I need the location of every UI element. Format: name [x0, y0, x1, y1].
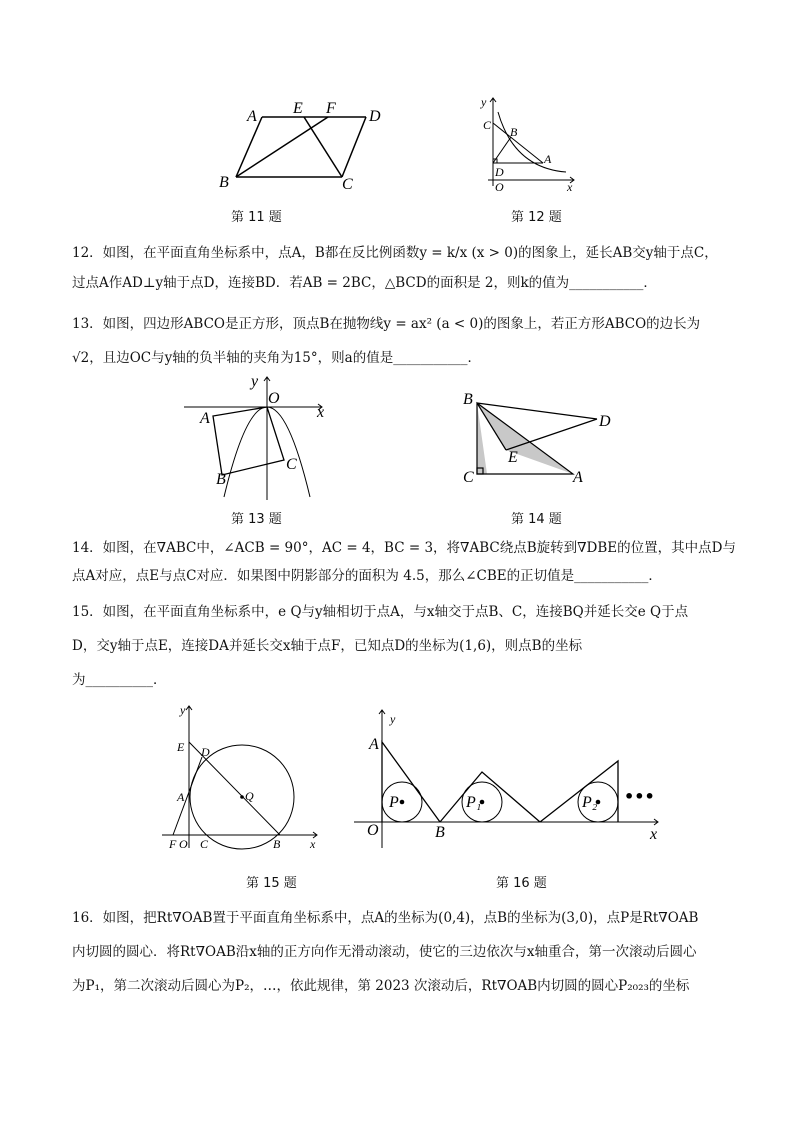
label-b: B [219, 174, 229, 191]
caption-q15: 第 15 题 [246, 876, 297, 891]
segment-ec [304, 117, 342, 177]
figure-12-hyperbola [476, 90, 586, 200]
triangle-roll-2 [540, 761, 618, 822]
label-y: y [390, 712, 396, 726]
segment-ca [493, 123, 543, 163]
caption-q14: 第 14 题 [511, 512, 562, 527]
label-d: D [495, 165, 504, 179]
label-e: E [177, 740, 185, 754]
label-b: B [510, 125, 518, 139]
question-12-line-1: 12．如图，在平面直角坐标系中，点A，B都在反比例函数y = k/x (x > 0)的图象上，延长AB交y轴于点C， [72, 245, 718, 261]
question-13-line-1: 13．如图，四边形ABCO是正方形，顶点B在抛物线y = ax² (a < 0)的图象上，若正方形ABCO的边长为 [72, 316, 701, 332]
label-p: P [389, 794, 399, 811]
question-15-line-3: 为__________． [72, 672, 167, 688]
question-15-line-2: D，交y轴于点E，连接DA并延长交x轴于点F，已知点D的坐标为(1,6)，则点B的坐标 [72, 638, 583, 654]
figure-15-circle [160, 700, 340, 860]
label-o: O [367, 822, 379, 839]
label-y: y [180, 703, 186, 717]
question-14 [72, 538, 736, 586]
ellipsis-dots: ••• [624, 787, 655, 806]
label-b: B [273, 837, 281, 851]
label-c: C [342, 176, 353, 193]
question-13-line-2: √2，且边OC与y轴的负半轴的夹角为15°，则a的值是___________． [72, 350, 481, 366]
label-e: E [293, 100, 303, 117]
square-abco [213, 407, 284, 475]
question-16 [72, 908, 732, 996]
label-c: C [200, 837, 209, 851]
label-x: x [650, 826, 658, 843]
label-a: A [369, 736, 379, 753]
label-c: C [463, 469, 474, 486]
label-a: A [177, 790, 185, 804]
caption-q16: 第 16 题 [496, 876, 547, 891]
label-y: y [251, 373, 259, 390]
figure-14-rotation [460, 388, 620, 488]
question-15 [72, 602, 732, 690]
label-b: B [435, 824, 445, 841]
question-14-line-2: 点A对应，点E与点C对应．如果图中阴影部分的面积为 4.5，那么∠CBE的正切值是___________． [72, 568, 662, 584]
label-f: F [169, 837, 177, 851]
figure-11-parallelogram [214, 98, 394, 196]
label-x: x [567, 180, 573, 194]
label-a: A [573, 469, 583, 486]
question-14-line-1: 14．如图，在∇ABC中，∠ACB = 90°，AC = 4，BC = 3，将∇ABC绕点B旋转到∇DBE的位置，其中点D与 [72, 540, 736, 556]
label-o: O [179, 837, 188, 851]
label-x: x [310, 837, 316, 851]
label-b: B [463, 391, 473, 408]
question-16-line-3: 为P₁，第二次滚动后圆心为P₂，…，依此规律，第 2023 次滚动后，Rt∇OAB内切圆的圆心P₂₀₂₃的坐标 [72, 978, 690, 994]
label-d: D [201, 745, 210, 759]
label-a: A [200, 410, 210, 427]
figure-13-parabola-square [182, 372, 332, 502]
question-13 [72, 314, 732, 368]
label-p1: P₁ [466, 794, 482, 811]
label-b: B [216, 471, 226, 488]
label-a: A [247, 108, 257, 125]
label-d: D [369, 108, 381, 125]
label-a: A [544, 152, 552, 166]
label-y: y [481, 95, 487, 109]
label-c: C [286, 456, 297, 473]
caption-q13: 第 13 题 [231, 512, 282, 527]
question-12-line-2: 过点A作AD⊥y轴于点D，连接BD．若AB = 2BC，△BCD的面积是 2，则k的值为___________． [72, 275, 657, 291]
question-16-line-1: 16．如图，把Rt∇OAB置于平面直角坐标系中，点A的坐标为(0,4)，点B的坐标为(3,0)，点P是Rt∇OAB [72, 910, 699, 926]
label-d: D [599, 413, 611, 430]
label-q: Q [245, 789, 254, 803]
figure-16-rolling-triangle [352, 702, 664, 850]
caption-q12: 第 12 题 [511, 210, 562, 225]
label-e: E [508, 449, 518, 466]
label-o: O [268, 390, 280, 407]
label-c: C [483, 118, 492, 132]
question-12 [72, 243, 732, 293]
segment-dc [342, 117, 366, 177]
question-15-line-1: 15．如图，在平面直角坐标系中，e Q与y轴相切于点A，与x轴交于点B、C，连接BQ并延长交e Q于点 [72, 604, 689, 620]
label-f: F [326, 100, 336, 117]
label-p2: P₂ [582, 794, 598, 811]
label-o: O [495, 180, 504, 194]
label-x: x [317, 404, 325, 421]
caption-q11: 第 11 题 [231, 210, 282, 225]
triangle-roll-1 [440, 772, 540, 822]
question-16-line-2: 内切圆的圆心．将Rt∇OAB沿x轴的正方向作无滑动滚动，使它的三边依次与x轴重合，第一次滚动后圆心 [72, 944, 697, 960]
